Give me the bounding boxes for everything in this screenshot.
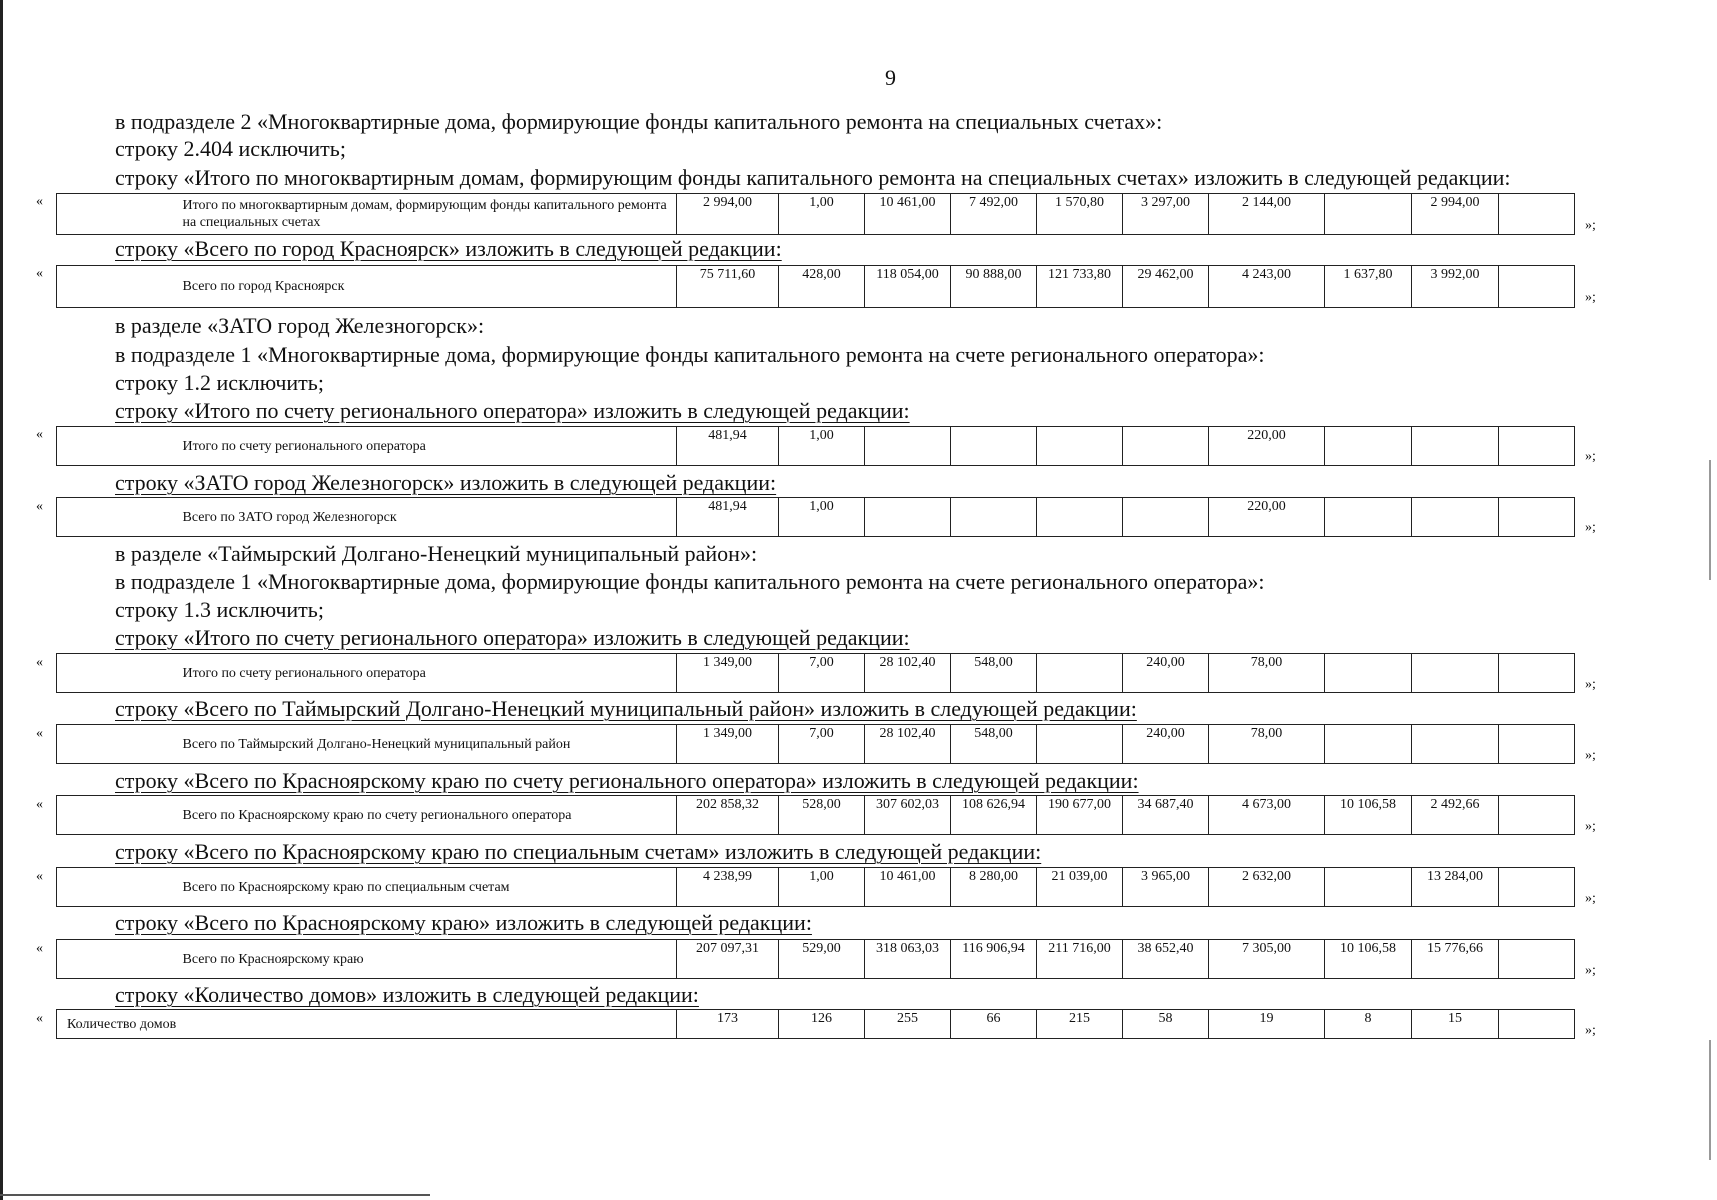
close-quote: »; (1585, 218, 1596, 233)
close-quote: »; (1585, 1023, 1596, 1038)
value-cell: 15 776,66 (1412, 940, 1499, 979)
value-cell: 202 858,32 (677, 796, 779, 835)
row-name-cell: Всего по Красноярскому краю по счету регионального оператора (177, 796, 677, 835)
value-cell: 4 673,00 (1209, 796, 1325, 835)
table-row (57, 796, 1575, 835)
value-cell: 240,00 (1123, 654, 1209, 693)
value-cell (1325, 868, 1412, 907)
value-cell: 318 063,03 (865, 940, 951, 979)
value-cell (951, 498, 1037, 537)
paragraph: строку 1.2 исключить; (115, 370, 324, 395)
value-cell: 211 716,00 (1037, 940, 1123, 979)
paragraph: строку «Итого по счету регионального оператора» изложить в следующей редакции: (115, 398, 910, 423)
value-cell (1123, 498, 1209, 537)
close-quote: »; (1585, 963, 1596, 978)
paragraph: строку «Всего по Красноярскому краю по специальным счетам» изложить в следующей редакции: (115, 839, 1042, 864)
row-name-cell: Всего по ЗАТО город Железногорск (177, 498, 677, 537)
value-cell: 8 (1325, 1010, 1412, 1039)
value-cell: 1,00 (779, 194, 865, 235)
value-cell: 19 (1209, 1010, 1325, 1039)
value-cell: 13 284,00 (1412, 868, 1499, 907)
value-cell: 38 652,40 (1123, 940, 1209, 979)
table-row (57, 725, 1575, 764)
value-cell: 66 (951, 1010, 1037, 1039)
paragraph: в подразделе 1 «Многоквартирные дома, формирующие фонды капитального ремонта на счете регионального оператора»: (115, 342, 1265, 367)
open-quote: « (36, 869, 43, 884)
value-cell: 240,00 (1123, 725, 1209, 764)
value-cell: 121 733,80 (1037, 266, 1123, 308)
open-quote: « (36, 797, 43, 812)
value-cell: 548,00 (951, 654, 1037, 693)
table-row (57, 498, 1575, 537)
value-cell: 28 102,40 (865, 654, 951, 693)
value-cell: 2 994,00 (677, 194, 779, 235)
value-cell: 428,00 (779, 266, 865, 308)
close-quote: »; (1585, 819, 1596, 834)
value-cell: 1 637,80 (1325, 266, 1412, 308)
value-cell (1412, 498, 1499, 537)
value-cell: 1 349,00 (677, 654, 779, 693)
close-quote: »; (1585, 449, 1596, 464)
value-cell (1412, 654, 1499, 693)
value-cell: 8 280,00 (951, 868, 1037, 907)
table-row-insert (56, 795, 1575, 835)
value-cell: 34 687,40 (1123, 796, 1209, 835)
row-number-cell (57, 940, 177, 979)
value-cell (1499, 868, 1575, 907)
value-cell: 28 102,40 (865, 725, 951, 764)
value-cell: 3 297,00 (1123, 194, 1209, 235)
scan-right-edge (1709, 1040, 1711, 1160)
value-cell: 10 106,58 (1325, 940, 1412, 979)
value-cell: 3 992,00 (1412, 266, 1499, 308)
table-row (57, 427, 1575, 466)
table-row-insert (56, 1009, 1575, 1039)
page-number: 9 (885, 65, 896, 90)
value-cell: 90 888,00 (951, 266, 1037, 308)
value-cell: 10 106,58 (1325, 796, 1412, 835)
value-cell: 528,00 (779, 796, 865, 835)
value-cell: 4 243,00 (1209, 266, 1325, 308)
value-cell: 21 039,00 (1037, 868, 1123, 907)
row-number-cell (57, 725, 177, 764)
value-cell (1412, 427, 1499, 466)
open-quote: « (36, 941, 43, 956)
value-cell: 1,00 (779, 498, 865, 537)
paragraph: строку «Всего по Красноярскому краю» изложить в следующей редакции: (115, 910, 812, 935)
scan-bottom-edge (0, 1194, 430, 1196)
value-cell: 215 (1037, 1010, 1123, 1039)
value-cell: 10 461,00 (865, 194, 951, 235)
paragraph: строку «Итого по счету регионального оператора» изложить в следующей редакции: (115, 625, 910, 650)
value-cell: 1,00 (779, 427, 865, 466)
table-row-insert (56, 939, 1575, 979)
value-cell: 78,00 (1209, 654, 1325, 693)
value-cell (1325, 654, 1412, 693)
value-cell: 7,00 (779, 725, 865, 764)
paragraph: строку «Всего по Красноярскому краю по счету регионального оператора» изложить в следующей редакции: (115, 768, 1139, 793)
value-cell: 3 965,00 (1123, 868, 1209, 907)
value-cell: 255 (865, 1010, 951, 1039)
table-row (57, 940, 1575, 979)
value-cell: 2 632,00 (1209, 868, 1325, 907)
value-cell: 548,00 (951, 725, 1037, 764)
table-row-insert (56, 193, 1575, 235)
value-cell (1499, 194, 1575, 235)
value-cell (1325, 427, 1412, 466)
paragraph: строку 1.3 исключить; (115, 597, 324, 622)
table-row (57, 868, 1575, 907)
row-number-cell (57, 654, 177, 693)
scan-left-edge (0, 0, 3, 1200)
value-cell (865, 427, 951, 466)
value-cell: 116 906,94 (951, 940, 1037, 979)
value-cell (865, 498, 951, 537)
value-cell: 207 097,31 (677, 940, 779, 979)
paragraph: в подразделе 2 «Многоквартирные дома, формирующие фонды капитального ремонта на специальных счетах»: (115, 109, 1163, 134)
paragraph: в разделе «Таймырский Долгано-Ненецкий муниципальный район»: (115, 541, 758, 566)
value-cell: 4 238,99 (677, 868, 779, 907)
value-cell: 29 462,00 (1123, 266, 1209, 308)
row-number-cell (57, 266, 177, 308)
value-cell: 10 461,00 (865, 868, 951, 907)
paragraph: строку 2.404 исключить; (115, 136, 346, 161)
value-cell (1499, 940, 1575, 979)
value-cell: 307 602,03 (865, 796, 951, 835)
value-cell (1499, 498, 1575, 537)
open-quote: « (36, 266, 43, 281)
paragraph: строку «Количество домов» изложить в следующей редакции: (115, 982, 699, 1007)
table-row-insert (56, 653, 1575, 693)
row-name-cell: Итого по счету регионального оператора (177, 427, 677, 466)
value-cell: 190 677,00 (1037, 796, 1123, 835)
row-name-cell: Итого по многоквартирным домам, формирующим фонды капитального ремонта на специальных счетах (177, 194, 677, 235)
row-number-cell (57, 427, 177, 466)
table-row-insert (56, 724, 1575, 764)
table-row (57, 1010, 1575, 1039)
paragraph: строку «Всего по Таймырский Долгано-Ненецкий муниципальный район» изложить в следующей редакции: (115, 696, 1137, 721)
value-cell: 481,94 (677, 427, 779, 466)
value-cell: 1 349,00 (677, 725, 779, 764)
row-number-cell (57, 194, 177, 235)
row-name-cell: Количество домов (57, 1010, 677, 1039)
value-cell: 7 305,00 (1209, 940, 1325, 979)
close-quote: »; (1585, 520, 1596, 535)
value-cell: 58 (1123, 1010, 1209, 1039)
value-cell: 220,00 (1209, 498, 1325, 537)
paragraph: в подразделе 1 «Многоквартирные дома, формирующие фонды капитального ремонта на счете регионального оператора»: (115, 569, 1265, 594)
table-row (57, 654, 1575, 693)
table-row-insert (56, 497, 1575, 537)
value-cell: 15 (1412, 1010, 1499, 1039)
value-cell: 220,00 (1209, 427, 1325, 466)
value-cell: 2 994,00 (1412, 194, 1499, 235)
row-name-cell: Всего по город Красноярск (177, 266, 677, 308)
value-cell (951, 427, 1037, 466)
close-quote: »; (1585, 290, 1596, 305)
scan-right-edge (1709, 460, 1711, 580)
open-quote: « (36, 655, 43, 670)
value-cell: 481,94 (677, 498, 779, 537)
value-cell: 126 (779, 1010, 865, 1039)
row-name-cell: Всего по Красноярскому краю по специальным счетам (177, 868, 677, 907)
row-number-cell (57, 868, 177, 907)
value-cell: 1,00 (779, 868, 865, 907)
value-cell: 7 492,00 (951, 194, 1037, 235)
table-row-insert (56, 426, 1575, 466)
value-cell: 2 144,00 (1209, 194, 1325, 235)
paragraph: строку «ЗАТО город Железногорск» изложить в следующей редакции: (115, 470, 777, 495)
table-row-insert (56, 265, 1575, 308)
value-cell (1037, 654, 1123, 693)
row-number-cell (57, 796, 177, 835)
value-cell (1325, 725, 1412, 764)
open-quote: « (36, 726, 43, 741)
open-quote: « (36, 194, 43, 209)
open-quote: « (36, 1011, 43, 1026)
value-cell: 78,00 (1209, 725, 1325, 764)
value-cell (1037, 725, 1123, 764)
value-cell: 173 (677, 1010, 779, 1039)
value-cell (1499, 1010, 1575, 1039)
open-quote: « (36, 427, 43, 442)
value-cell (1499, 654, 1575, 693)
row-number-cell (57, 498, 177, 537)
close-quote: »; (1585, 748, 1596, 763)
table-row (57, 266, 1575, 308)
value-cell (1037, 427, 1123, 466)
paragraph: строку «Всего по город Красноярск» изложить в следующей редакции: (115, 236, 782, 261)
open-quote: « (36, 499, 43, 514)
value-cell (1325, 498, 1412, 537)
value-cell (1499, 266, 1575, 308)
value-cell: 529,00 (779, 940, 865, 979)
table-row (57, 194, 1575, 235)
value-cell: 1 570,80 (1037, 194, 1123, 235)
paragraph: в разделе «ЗАТО город Железногорск»: (115, 313, 485, 338)
value-cell: 7,00 (779, 654, 865, 693)
value-cell (1123, 427, 1209, 466)
value-cell: 75 711,60 (677, 266, 779, 308)
row-name-cell: Всего по Красноярскому краю (177, 940, 677, 979)
table-row-insert (56, 867, 1575, 907)
value-cell (1499, 725, 1575, 764)
value-cell (1037, 498, 1123, 537)
value-cell: 118 054,00 (865, 266, 951, 308)
close-quote: »; (1585, 677, 1596, 692)
value-cell (1499, 796, 1575, 835)
paragraph: строку «Итого по многоквартирным домам, формирующим фонды капитального ремонта на специальных счетах» изложить в следующей редакции: (115, 165, 1511, 190)
close-quote: »; (1585, 891, 1596, 906)
row-name-cell: Итого по счету регионального оператора (177, 654, 677, 693)
value-cell (1325, 194, 1412, 235)
value-cell: 108 626,94 (951, 796, 1037, 835)
value-cell (1412, 725, 1499, 764)
value-cell (1499, 427, 1575, 466)
value-cell: 2 492,66 (1412, 796, 1499, 835)
row-name-cell: Всего по Таймырский Долгано-Ненецкий муниципальный район (177, 725, 677, 764)
